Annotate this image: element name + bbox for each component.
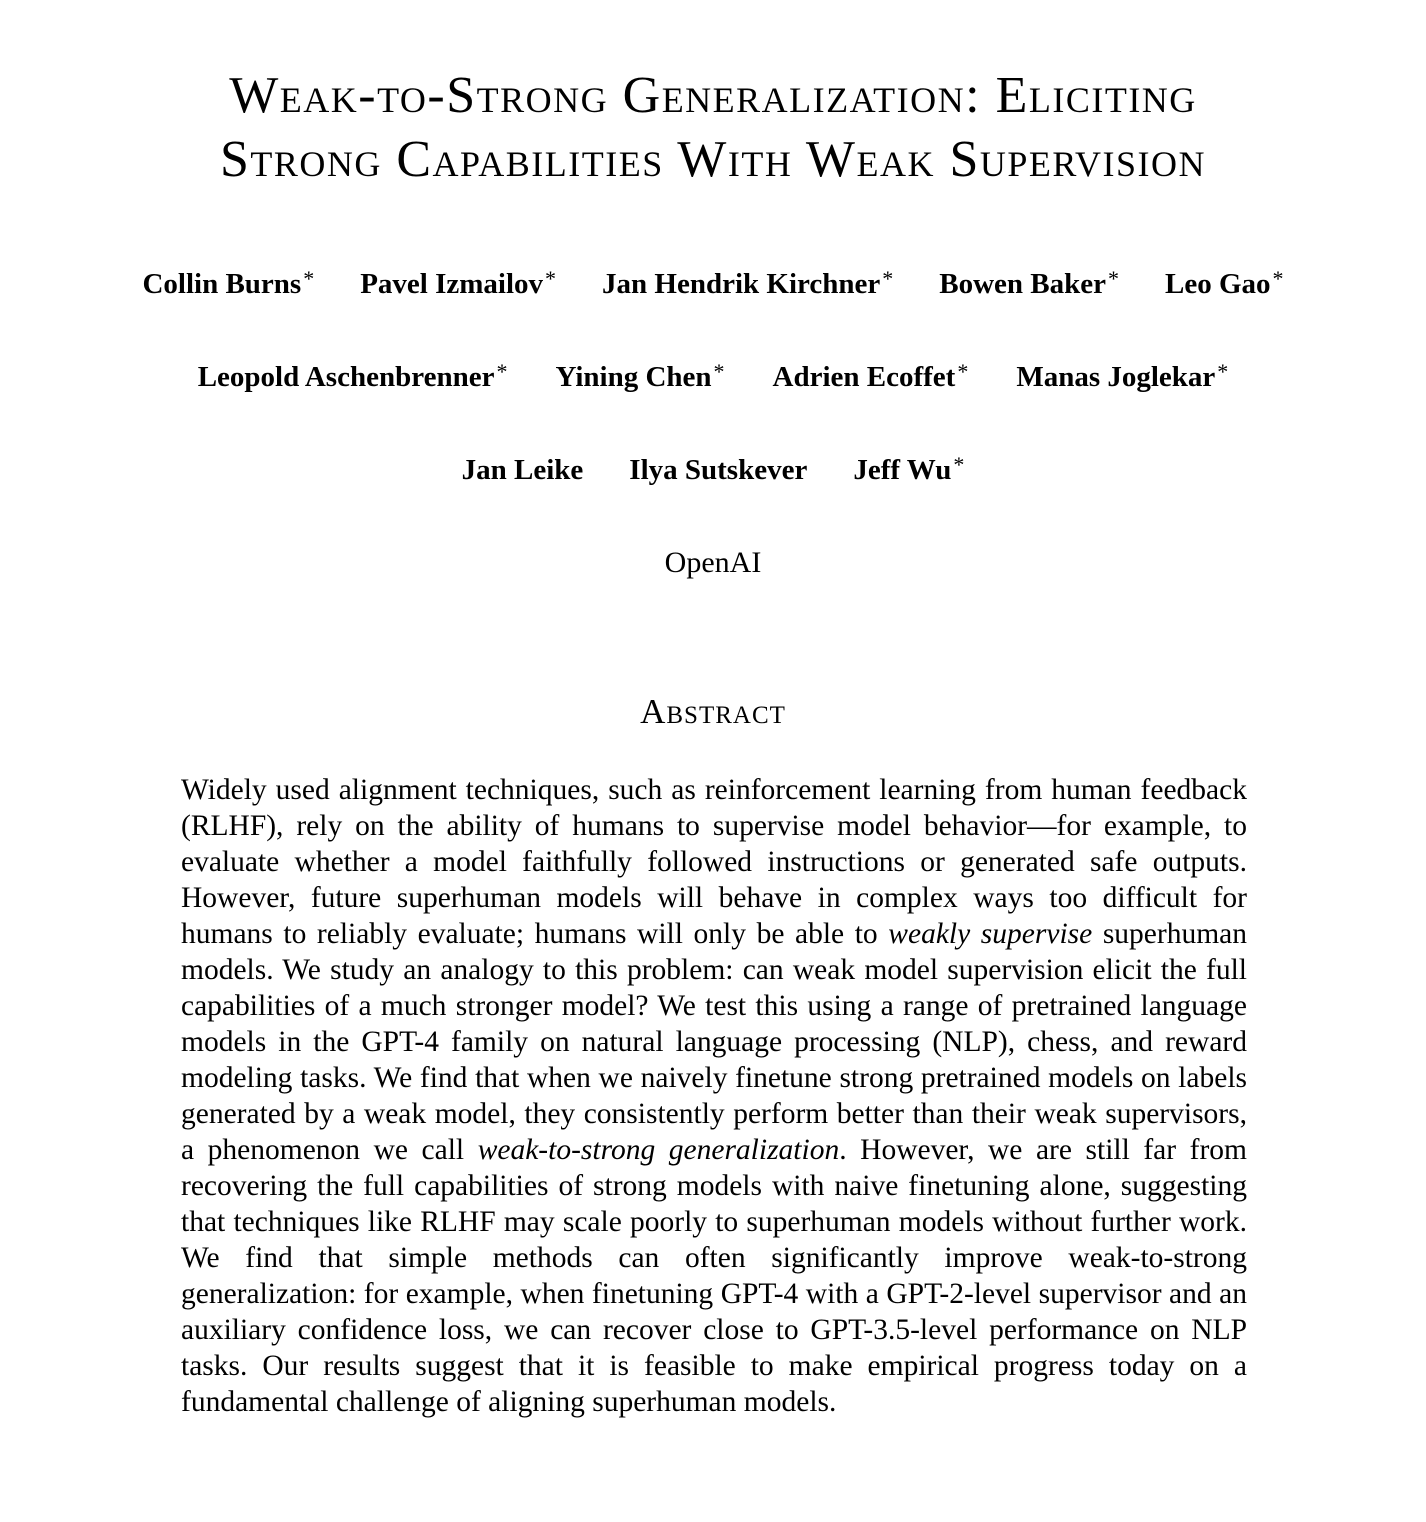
author-jan-hendrik-kirchner xyxy=(602,266,893,301)
author-row-2 xyxy=(0,359,1426,394)
equal-contribution-mark: * xyxy=(882,266,894,291)
author-row-1 xyxy=(0,266,1426,301)
author-name: Manas Joglekar xyxy=(1016,361,1216,393)
equal-contribution-mark: * xyxy=(953,452,965,477)
equal-contribution-mark: * xyxy=(496,359,508,384)
title-line-1: Weak-to-Strong Generalization: Eliciting xyxy=(229,67,1197,124)
author-name: Leo Gao xyxy=(1165,268,1271,300)
abstract-text-part-3: . However, we are still far from recovering the full capabilities of strong models with naive finetuning alone, suggesting that techniques like RLHF may scale poorly to superhuman models without further work. We find that simple methods can often significantly improve weak-to-strong generalization: for example, when finetuning GPT-4 with a GPT-2-level supervisor and an auxiliary confidence loss, we can recover close to GPT-3.5-level performance on NLP tasks. Our results suggest that it is feasible to make empirical progress today on a fundamental challenge of aligning superhuman models. xyxy=(181,1134,1247,1418)
author-yining-chen xyxy=(555,359,724,394)
equal-contribution-mark: * xyxy=(1217,359,1229,384)
author-pavel-izmailov xyxy=(360,266,556,301)
author-adrien-ecoffet xyxy=(773,359,969,394)
author-name: Jan Leike xyxy=(461,454,584,486)
author-leopold-aschenbrenner xyxy=(198,359,508,394)
author-name: Jeff Wu xyxy=(853,454,952,486)
author-row-3 xyxy=(0,452,1426,487)
paper-title xyxy=(0,64,1426,192)
equal-contribution-mark: * xyxy=(1108,266,1119,291)
equal-contribution-mark: * xyxy=(303,266,315,291)
author-ilya-sutskever xyxy=(629,454,807,487)
equal-contribution-mark: * xyxy=(1272,266,1284,291)
author-name: Adrien Ecoffet xyxy=(772,361,956,393)
affiliation: OpenAI xyxy=(664,546,762,579)
title-line-2: Strong Capabilities With Weak Supervision xyxy=(219,131,1207,188)
author-name: Yining Chen xyxy=(555,361,712,393)
author-leo-gao xyxy=(1165,266,1284,301)
abstract-text-part-1: Widely used alignment techniques, such as reinforcement learning from human feedback (RLHF), rely on the ability of humans to supervise model behavior—for example, to evaluate whether a model faithfully followed instructions or generated safe outputs. However, future superhuman models will behave in complex ways too difficult for humans to reliably evaluate; humans will only be able to xyxy=(181,774,1247,950)
author-bowen-baker xyxy=(939,266,1119,301)
abstract-text-part-2: superhuman models. We study an analogy to this problem: can weak model supervision elicit the full capabilities of a much stronger model? We test this using a range of pretrained language models in the GPT-4 family on natural language processing (NLP), chess, and reward modeling tasks. We find that when we naively finetune strong pretrained models on labels generated by a weak model, they consistently perform better than their weak supervisors, a phenomenon we call xyxy=(181,918,1248,1166)
abstract-heading: Abstract xyxy=(640,692,786,731)
abstract-body xyxy=(181,772,1247,1420)
equal-contribution-mark: * xyxy=(957,359,969,384)
author-name: Collin Burns xyxy=(142,268,302,300)
equal-contribution-mark: * xyxy=(713,359,725,384)
author-name: Leopold Aschenbrenner xyxy=(197,361,495,393)
author-collin-burns xyxy=(142,266,314,301)
author-name: Bowen Baker xyxy=(939,268,1106,300)
abstract-emphasis-weakly-supervise: weakly supervise xyxy=(888,918,1093,950)
author-jan-leike xyxy=(462,454,584,487)
author-name: Pavel Izmailov xyxy=(360,268,544,300)
abstract-emphasis-weak-to-strong: weak-to-strong generalization xyxy=(477,1134,840,1166)
author-name: Jan Hendrik Kirchner xyxy=(602,268,881,300)
author-manas-joglekar xyxy=(1016,359,1228,394)
author-jeff-wu xyxy=(853,452,964,487)
equal-contribution-mark: * xyxy=(545,266,557,291)
author-name: Ilya Sutskever xyxy=(629,454,808,486)
